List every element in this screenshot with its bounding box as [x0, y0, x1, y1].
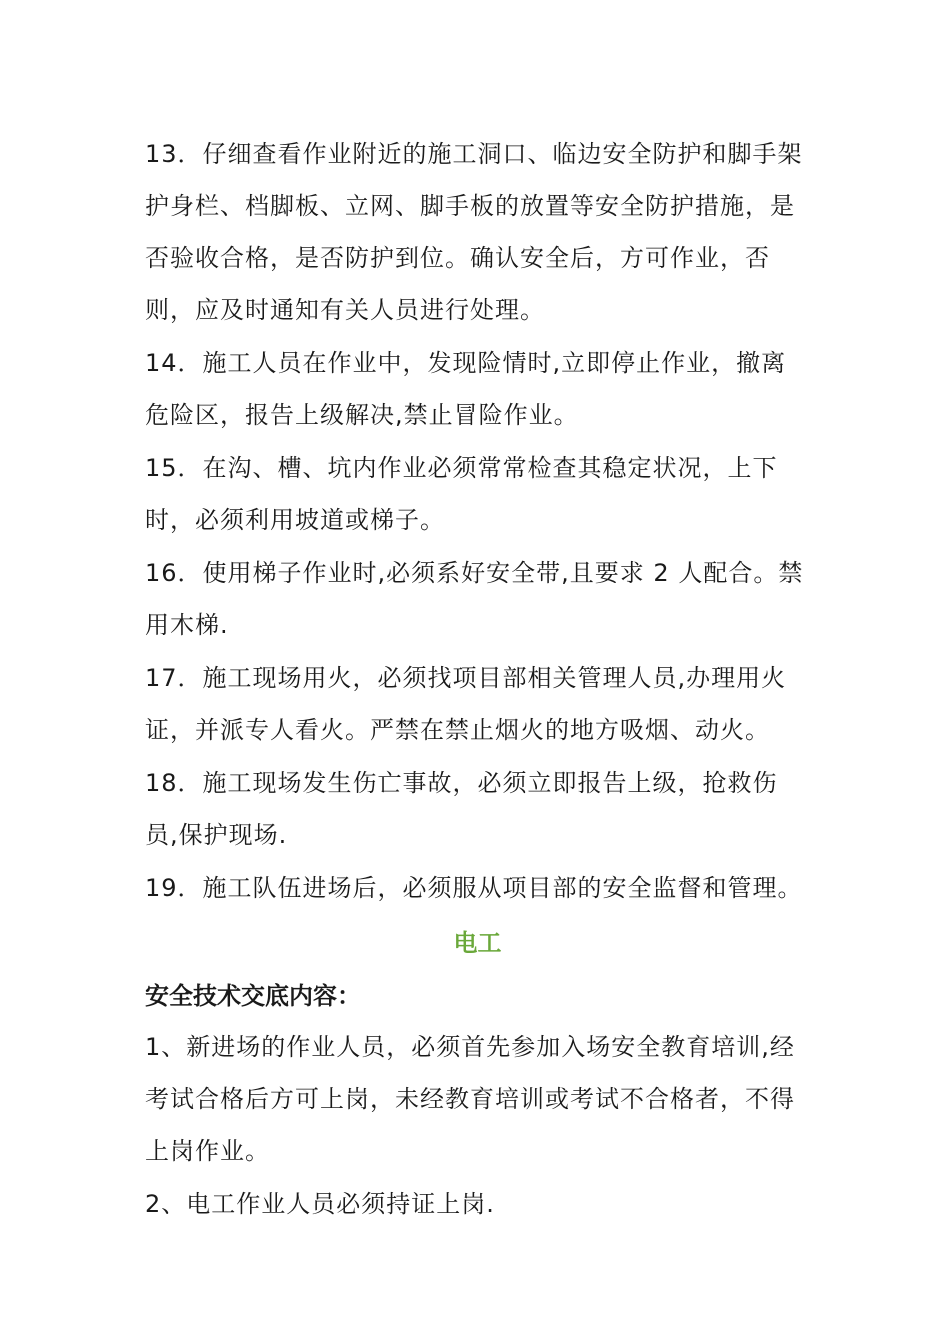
item-14: 14．施工人员在作业中，发现险情时,立即停止作业，撤离危险区，报告上级解决,禁止冒险作业。 [145, 349, 787, 429]
item-16: 16．使用梯子作业时,必须系好安全带,且要求 2 人配合。禁用木梯. [145, 559, 804, 639]
rule-2: 2、电工作业人员必须持证上岗. [145, 1190, 495, 1218]
document-body [145, 128, 810, 1231]
section-title: 电工 [453, 929, 502, 957]
section-heading: 安全技术交底内容： [145, 982, 361, 1010]
item-18: 18．施工现场发生伤亡事故，必须立即报告上级，抢救伤员,保护现场. [145, 769, 778, 849]
item-19: 19．施工队伍进场后，必须服从项目部的安全监督和管理。 [145, 874, 803, 902]
item-17: 17．施工现场用火，必须找项目部相关管理人员,办理用火证，并派专人看火。严禁在禁止烟火的地方吸烟、动火。 [145, 664, 787, 744]
rule-1: 1、新进场的作业人员，必须首先参加入场安全教育培训,经考试合格后方可上岗，未经教育培训或考试不合格者，不得上岗作业。 [145, 1033, 795, 1165]
item-15: 15．在沟、槽、坑内作业必须常常检查其稳定状况，上下时，必须利用坡道或梯子。 [145, 454, 778, 534]
item-13: 13．仔细查看作业附近的施工洞口、临边安全防护和脚手架护身栏、档脚板、立网、脚手板的放置等安全防护措施，是否验收合格，是否防护到位。确认安全后，方可作业，否则，应及时通知有关人员进行处理。 [145, 140, 803, 324]
